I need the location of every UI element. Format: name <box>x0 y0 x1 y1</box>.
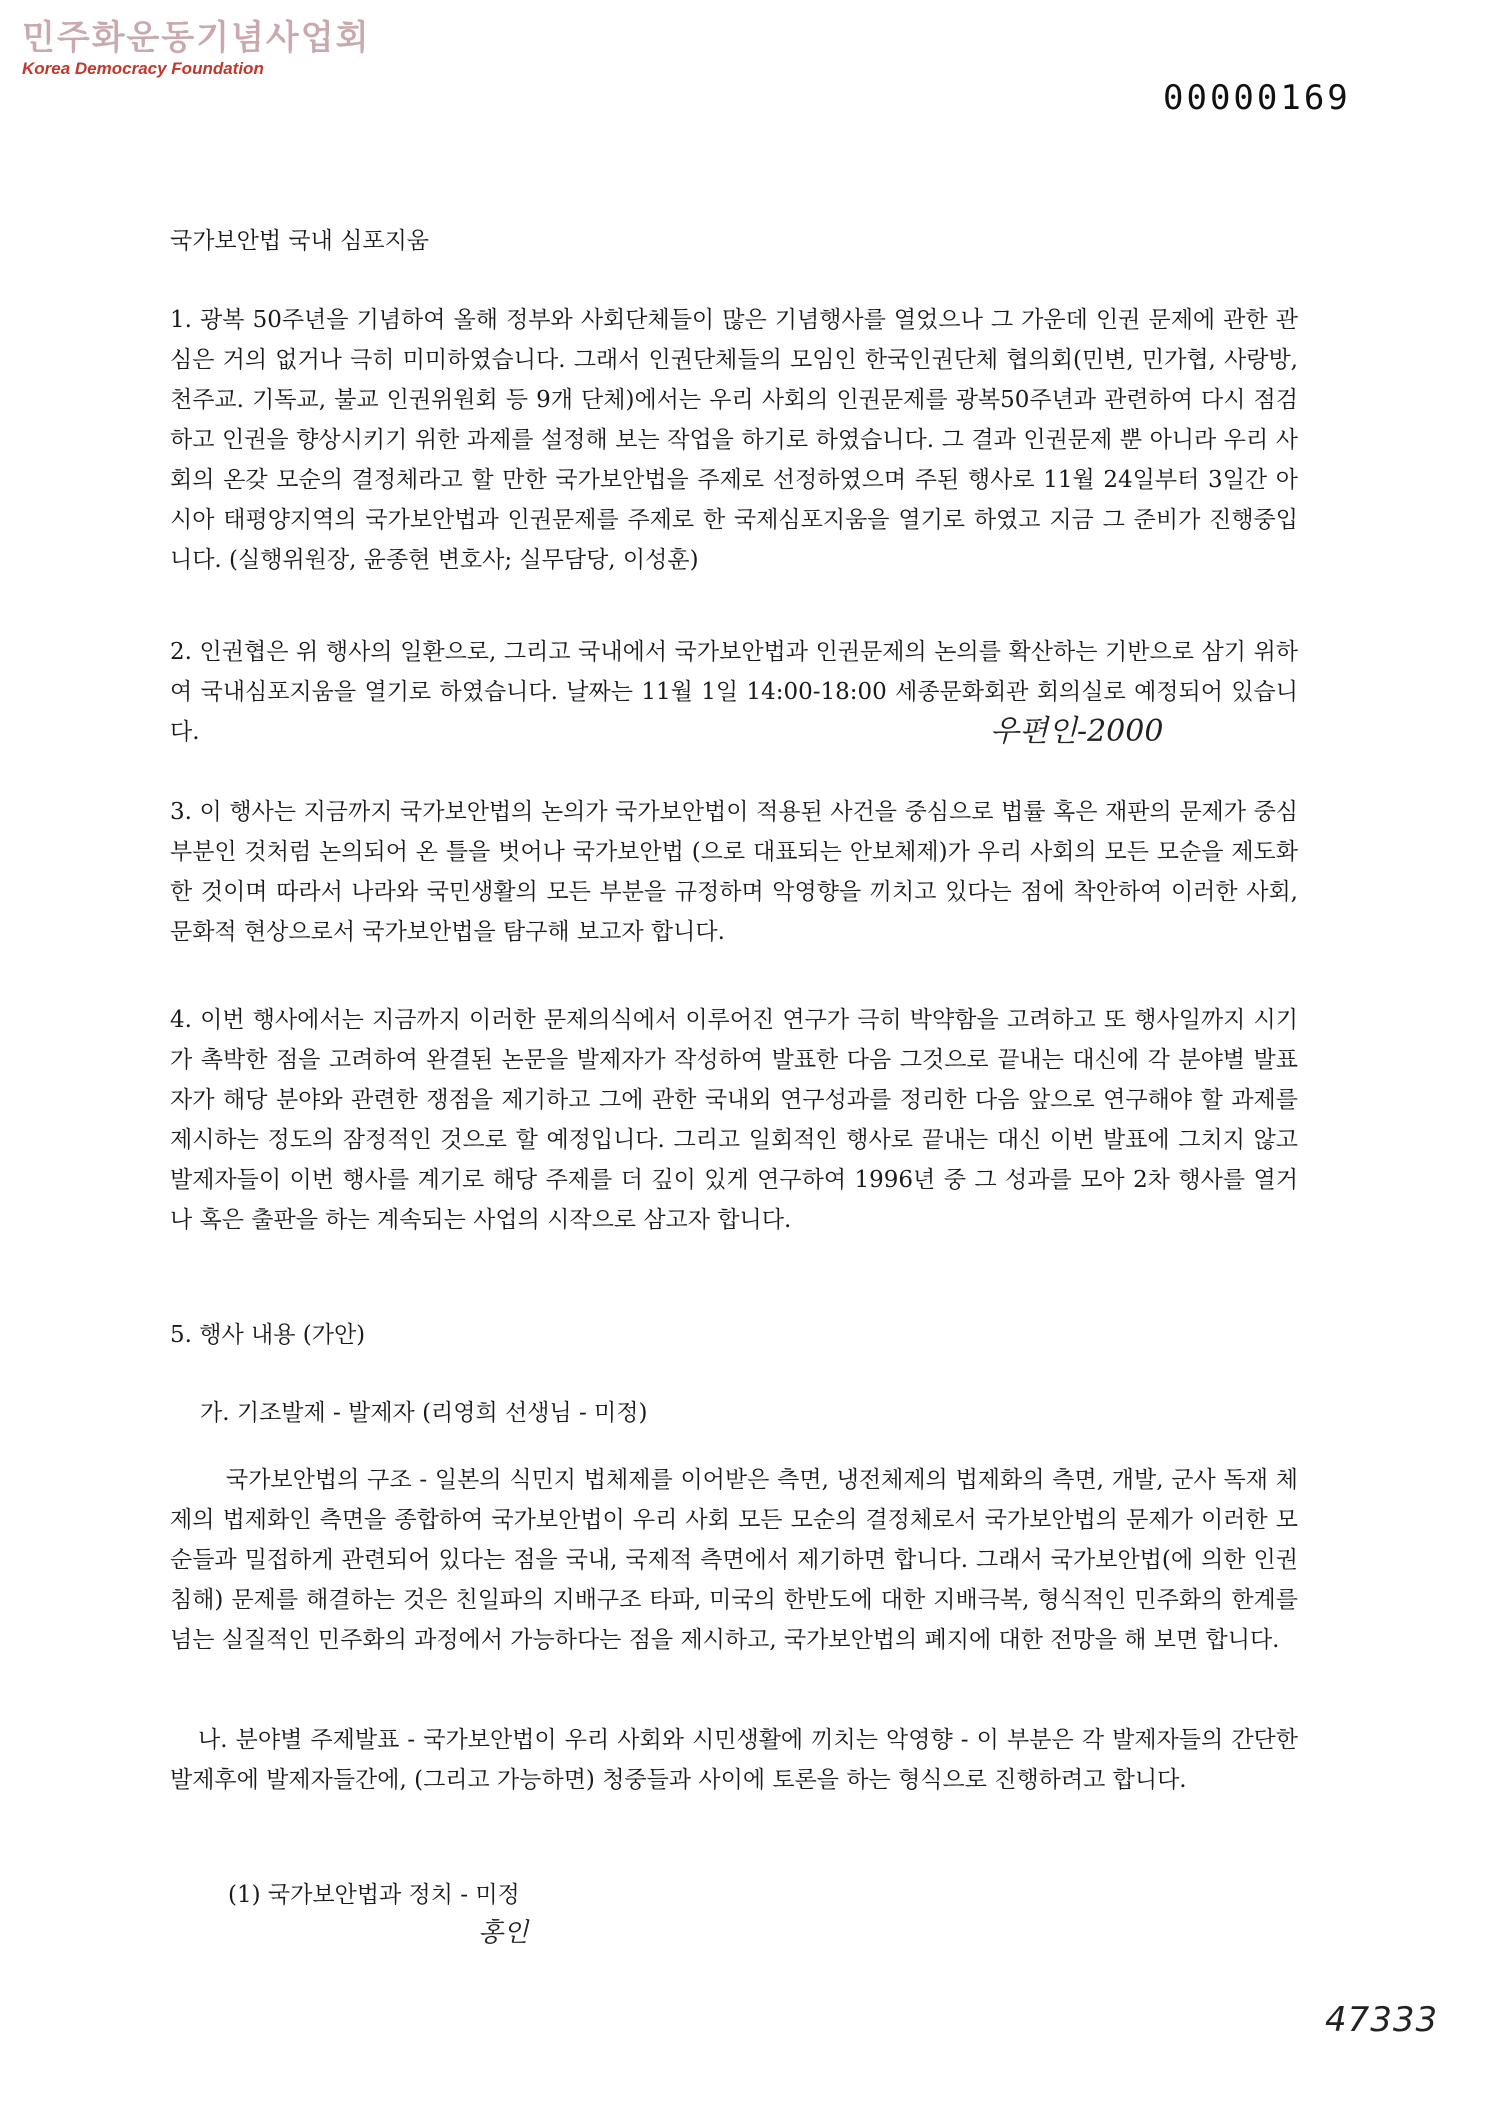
logo-english: Korea Democracy Foundation <box>22 59 264 78</box>
foundation-logo <box>22 18 370 80</box>
section-5b-body: 나. 분야별 주제발표 - 국가보안법이 우리 사회와 시민생활에 끼치는 악영향 - 이 부분은 각 발제자들의 간단한 발제후에 발제자들간에, (그리고 가능하면) 청중들과 사이에 토론을 하는 형식으로 진행하려고 합니다. <box>170 1727 1298 1793</box>
section-5-heading: 5. 행사 내용 (가안) <box>170 1322 366 1348</box>
paragraph-2: 2. 인권협은 위 행사의 일환으로, 그리고 국내에서 국가보안법과 인권문제의 논의를 확산하는 기반으로 삼기 위하여 국내심포지움을 열기로 하였습니다. 날짜는 11월 1일 14:00-18:00 세종문화회관 회의실로 예정되어 있습니다. <box>170 639 1298 745</box>
paragraph-3: 3. 이 행사는 지금까지 국가보안법의 논의가 국가보안법이 적용된 사건을 중심으로 법률 혹은 재판의 문제가 중심부분인 것처럼 논의되어 온 틀을 벗어나 국가보안법 (으로 대표되는 안보체제)가 우리 사회의 모든 모순을 제도화한 것이며 따라서 나라와 국민생활의 모든 부분을 규정하며 악영향을 끼치고 있다는 점에 착안하여 이러한 사회, 문화적 현상으로서 국가보안법을 탐구해 보고자 합니다. <box>170 799 1298 945</box>
section-5b-item-1: (1) 국가보안법과 정치 - 미정 <box>228 1882 520 1908</box>
handwritten-note: 우편인-2000 <box>990 714 1164 749</box>
document-title: 국가보안법 국내 심포지움 <box>170 228 430 254</box>
paragraph-4: 4. 이번 행사에서는 지금까지 이러한 문제의식에서 이루어진 연구가 극히 박약함을 고려하고 또 행사일까지 시기가 촉박한 점을 고려하여 완결된 논문을 발제자가 작성하여 발표한 다음 그것으로 끝내는 대신에 각 분야별 발표자가 해당 분야와 관련한 쟁점을 제기하고 그에 관한 국내외 연구성과를 정리한 다음 앞으로 연구해야 할 과제를 제시하는 정도의 잠정적인 것으로 할 예정입니다. 그리고 일회적인 행사로 끝내는 대신 이번 발표에 그치지 않고 발제자들이 이번 행사를 계기로 해당 주제를 더 깊이 있게 연구하여 1996년 중 그 성과를 모아 2차 행사를 열거나 혹은 출판을 하는 계속되는 사업의 시작으로 삼고자 합니다. <box>170 1007 1298 1233</box>
page-number: 47333 <box>1325 2000 1439 2040</box>
logo-korean: 민주화운동기념사업회 <box>22 18 371 58</box>
section-5a-body: 국가보안법의 구조 - 일본의 식민지 법체제를 이어받은 측면, 냉전체제의 법제화의 측면, 개발, 군사 독재 체제의 법제화인 측면을 종합하여 국가보안법이 우리 사회 모든 모순의 결정체로서 국가보안법의 문제가 이러한 모순들과 밀접하게 관련되어 있다는 점을 국내, 국제적 측면에서 제기하면 합니다. 그래서 국가보안법(에 의한 인권침해) 문제를 해결하는 것은 친일파의 지배구조 타파, 미국의 한반도에 대한 지배극복, 형식적인 민주화의 한계를 넘는 실질적인 민주화의 과정에서 가능하다는 점을 제시하고, 국가보안법의 폐지에 대한 전망을 해 보면 합니다. <box>170 1467 1298 1653</box>
handwritten-mark: 홍인 <box>478 1918 529 1948</box>
paragraph-1: 1. 광복 50주년을 기념하여 올해 정부와 사회단체들이 많은 기념행사를 열었으나 그 가운데 인권 문제에 관한 관심은 거의 없거나 극히 미미하였습니다. 그래서 인권단체들의 모임인 한국인권단체 협의회(민변, 민가협, 사랑방, 천주교. 기독교, 불교 인권위원회 등 9개 단체)에서는 우리 사회의 인권문제를 광복50주년과 관련하여 다시 점검하고 인권을 향상시키기 위한 과제를 설정해 보는 작업을 하기로 하였습니다. 그 결과 인권문제 뿐 아니라 우리 사회의 온갖 모순의 결정체라고 할 만한 국가보안법을 주제로 선정하였으며 주된 행사로 11월 24일부터 3일간 아시아 태평양지역의 국가보안법과 인권문제를 주제로 한 국제심포지움을 열기로 하였고 지금 그 준비가 진행중입니다. (실행위원장, 윤종현 변호사; 실무담당, 이성훈) <box>170 307 1298 573</box>
document-number: 00000169 <box>1163 78 1351 118</box>
section-5a-heading: 가. 기조발제 - 발제자 (리영희 선생님 - 미정) <box>200 1400 648 1426</box>
